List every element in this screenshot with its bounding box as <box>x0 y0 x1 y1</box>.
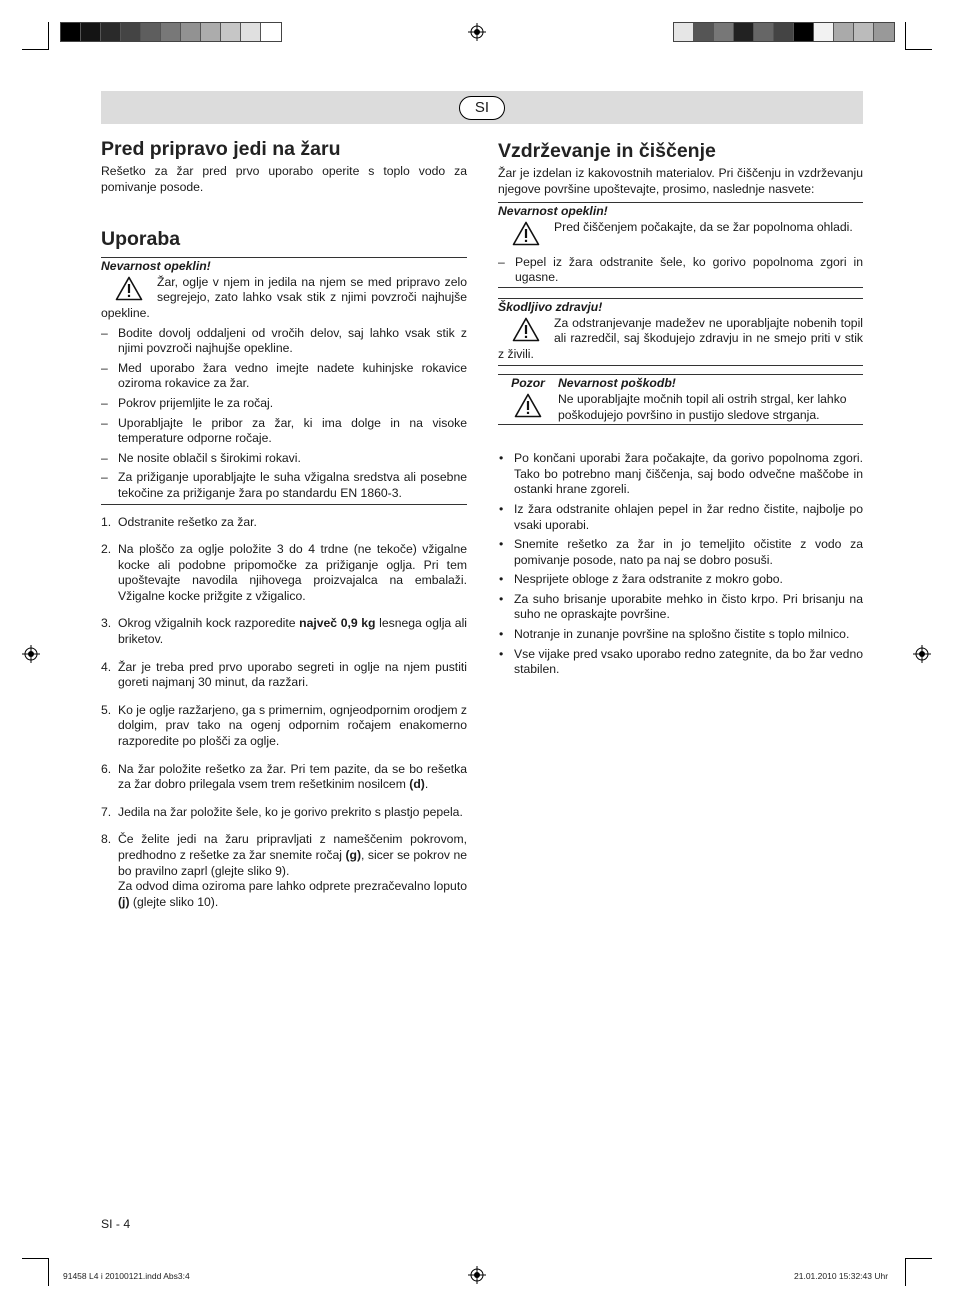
step-item: 8. Če želite jedi na žaru pripravljati z nameščenim pokrovom, predhodno z rešetke za žar snemite ročaj (g), sicer se pokrov ne bo pravilno zaprl (glejte sliko 9). Za odvod dima oziroma pare lahko odprete prezračevalno loputo (j) (glejte sliko 10). <box>101 832 467 909</box>
crop-mark <box>905 1258 932 1259</box>
list-item: – Ne nosite oblačil s širokimi rokavi. <box>101 450 301 465</box>
crop-mark <box>905 1258 906 1286</box>
step-item: 7. Jedila na žar položite šele, ko je gorivo prekrito s plastjo pepela. <box>101 804 463 819</box>
list-item: • Notranje in zunanje površine na splošno čistite s toplo milnico. <box>499 627 850 642</box>
caution-title: Nevarnost poškodb! <box>558 376 676 391</box>
list-item: – Bodite dovolj oddaljeni od vročih delov, saj lahko vsak stik z njimi povzroči najhujše opekline. <box>101 325 467 356</box>
registration-mark-icon <box>468 23 486 41</box>
list-item: – Za prižiganje uporabljajte le suha vžigalna sredstva ali posebne tekočine za prižiganje žara po standardu EN 1860-3. <box>101 470 467 500</box>
warning-text: Za odstranjevanje madežev ne uporabljajte nobenih topil ali razredčil, saj škodujejo zdravju in ne smejo priti v stik z živili. <box>498 315 863 361</box>
steps-list <box>101 515 467 911</box>
registration-mark-icon <box>468 1266 486 1284</box>
list-item: • Snemite rešetko za žar in jo temeljito očistite z vodo za pomivanje posode, nato pa naj se dobro posuši. <box>499 537 863 567</box>
page-number: SI - 4 <box>101 1217 131 1231</box>
list-item: – Med uporabo žara vedno imejte nadete kuhinjske rokavice oziroma rokavice za žar. <box>101 360 467 391</box>
warning-triangle-icon <box>498 392 558 422</box>
preparation-text: Rešetko za žar pred prvo uporabo operite s toplo vodo za pomivanje posode. <box>101 164 467 194</box>
warning-triangle-icon <box>498 316 554 346</box>
section-title-maintenance: Vzdrževanje in čiščenje <box>498 140 716 162</box>
step-item: 2. Na ploščo za oglje položite 3 do 4 trdne (ne tekoče) vžigalne kocke ali podobne pripomočke za prižiganje oglja. Pri tem upoštevajte navodila njihovega proizvajalca na embalaži. Vžigalne kocke prižgite z vžigalico. <box>101 542 467 603</box>
step-item: 5. Ko je oglje razžarjeno, ga s primernim, ognjeodpornim orodjem z dolgim, prav tako na ogenj odpornim ročajem enakomerno razporedite po plošči za oglje. <box>101 702 467 749</box>
warning-text: Žar, oglje v njem in jedila na njem se med pripravo zelo segrejejo, zato lahko vsak stik z njimi povzroči najhujše opekline. <box>101 274 467 320</box>
warning-block <box>498 316 863 363</box>
section-title-preparation: Pred pripravo jedi na žaru <box>101 138 341 160</box>
list-item: – Uporabljajte le pribor za žar, ki ima dolge in na visoke temperature odporne ročaje. <box>101 415 467 446</box>
list-item: • Vse vijake pred vsako uporabo redno zategnite, da bo žar vedno stabilen. <box>499 646 863 677</box>
list-item: • Iz žara odstranite ohlajen pepel in žar redno čistite, najbolje po vsaki uporabi. <box>499 501 863 532</box>
list-item: – Pokrov prijemljite le za ročaj. <box>101 395 274 410</box>
registration-mark-icon <box>913 645 931 663</box>
list-item: • Nesprijete obloge z žara odstranite z mokro gobo. <box>499 572 783 587</box>
crop-mark <box>48 1258 49 1286</box>
crop-mark <box>48 22 49 50</box>
list-item: • Po končani uporabi žara počakajte, da gorivo popolnoma zgori. Tako bo potrebno manj čiščenja, saj bodo odvečne maščobe in ostanki hrane zgoreli. <box>499 451 863 497</box>
section-title-usage: Uporaba <box>101 228 181 251</box>
file-slug: 91458 L4 i 20100121.indd Abs3:4 <box>63 1271 190 1281</box>
divider <box>101 257 467 258</box>
crop-mark <box>22 1258 49 1259</box>
caution-text: Ne uporabljajte močnih topil ali ostrih strgal, ker lahko poškodujejo površino in pustijo sledove strganja. <box>558 391 847 422</box>
caution-block <box>498 376 863 423</box>
divider <box>498 365 863 366</box>
warning-title: Nevarnost opeklin! <box>101 259 211 274</box>
divider <box>498 298 863 299</box>
color-swatch-strip-right <box>673 22 895 42</box>
color-swatch-strip-left <box>60 22 282 42</box>
maintenance-intro: Žar je izdelan iz kakovostnih materialov. Pri čiščenju in vzdrževanju njegove površine upoštevajte, prosimo, naslednje nasvete: <box>498 166 863 196</box>
registration-mark-icon <box>22 645 40 663</box>
step-item: 3. Okrog vžigalnih kock razporedite največ 0,9 kg lesnega oglja ali briketov. <box>101 616 467 647</box>
cleaning-list <box>498 451 863 678</box>
warning-text: Pred čiščenjem počakajte, da se žar popolnoma ohladi. <box>554 219 853 234</box>
crop-mark <box>905 49 932 50</box>
divider <box>498 374 863 375</box>
divider <box>498 287 863 288</box>
left-column <box>101 137 467 910</box>
step-item: 6. Na žar položite rešetko za žar. Pri tem pazite, da se bo rešetka za žar dobro prilegala vsem trem rešetkinim nosilcem (d). <box>101 761 467 792</box>
divider <box>498 424 863 425</box>
caution-label: Pozor <box>511 376 545 391</box>
step-item: 1. Odstranite rešetko za žar. <box>101 514 257 529</box>
crop-mark <box>905 22 906 50</box>
language-badge: SI <box>459 96 505 120</box>
warning-title: Škodljivo zdravju! <box>498 299 603 314</box>
warning-block <box>498 220 863 250</box>
warning-triangle-icon <box>498 220 554 250</box>
date-slug: 21.01.2010 15:32:43 Uhr <box>794 1271 889 1281</box>
divider <box>101 504 467 505</box>
crop-mark <box>22 49 49 50</box>
warning-list <box>101 326 467 502</box>
step-item: 4. Žar je treba pred prvo uporabo segreti in oglje na njem pustiti goreti najmanj 30 minut, da razžari. <box>101 659 467 690</box>
list-item: • Za suho brisanje uporabite mehko in čisto krpo. Pri brisanju na suho ne opraskajte površine. <box>499 591 863 622</box>
warning-block <box>101 275 467 322</box>
warning-triangle-icon <box>101 275 157 305</box>
warning-title: Nevarnost opeklin! <box>498 204 608 219</box>
list-item: – Pepel iz žara odstranite šele, ko gorivo popolnoma zgori in ugasne. <box>498 254 863 285</box>
right-column <box>498 139 863 678</box>
divider <box>498 202 863 203</box>
